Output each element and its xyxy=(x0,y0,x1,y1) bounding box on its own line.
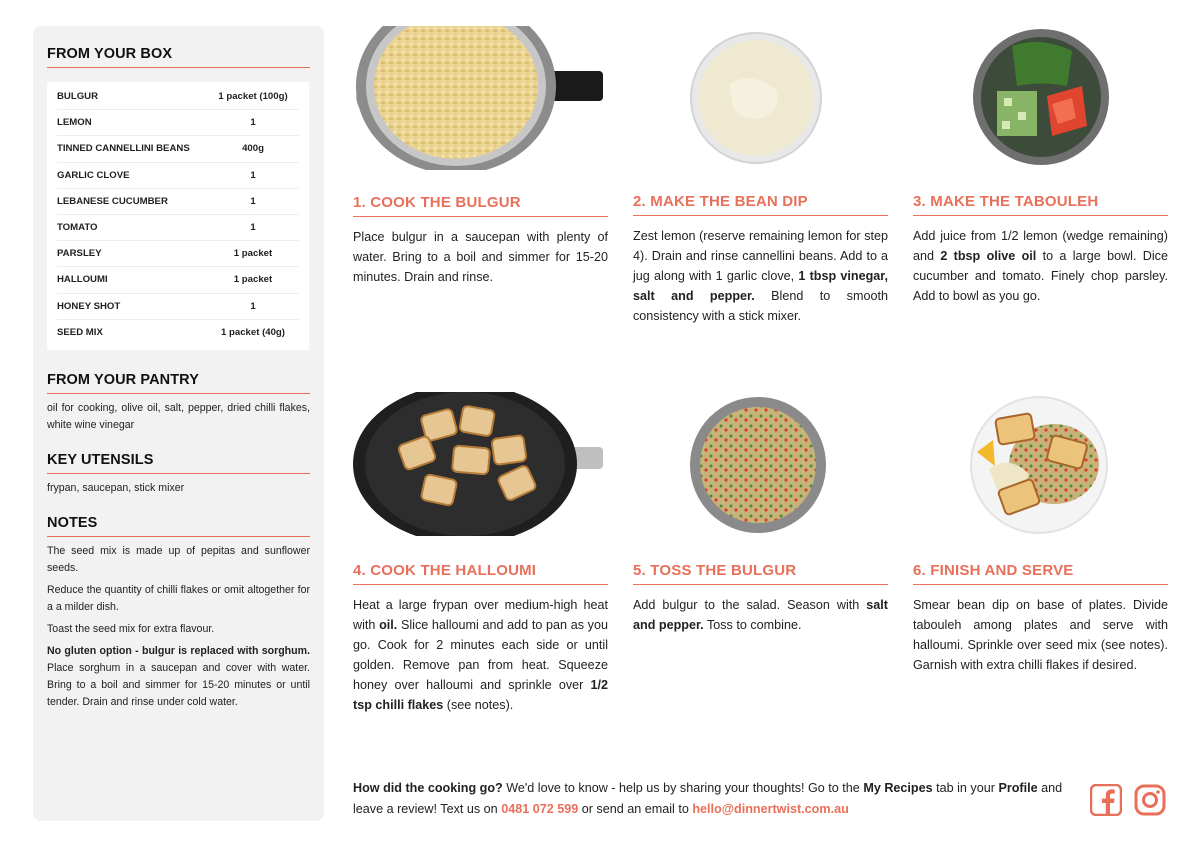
ingredient-name: BULGUR xyxy=(57,91,99,103)
note: The seed mix is made up of pepitas and sunflower seeds. xyxy=(47,544,310,574)
step-title: 4. COOK THE HALLOUMI xyxy=(353,562,608,585)
utensils-section xyxy=(47,452,310,497)
note-rest: Place sorghum in a saucepan and cover with water. Bring to a boil and simmer for 15-20 minutes or until tender. Drain and rinse under cold water. xyxy=(47,661,310,708)
step-text-part: Toss to combine. xyxy=(703,618,802,632)
bean-dip-bowl-image xyxy=(689,30,823,166)
footer-text: tab in your xyxy=(932,781,999,795)
phone-number-link[interactable]: 0481 072 599 xyxy=(501,802,579,816)
ingredient-name: PARSLEY xyxy=(57,248,102,260)
ingredient-qty: 1 xyxy=(250,300,256,312)
email-link[interactable]: hello@dinnertwist.com.au xyxy=(692,802,849,816)
step-text xyxy=(913,595,1168,675)
step-text-part: Smear bean dip on base of plates. Divide tabouleh among plates and serve with halloumi. Sprinkle over seed mix (see notes). Garnish with extra chilli flakes if desired. xyxy=(913,598,1168,672)
note: Toast the seed mix for extra flavour. xyxy=(47,622,215,635)
table-row xyxy=(57,84,299,110)
step-text-part: Add bulgur to the salad. Season with xyxy=(633,598,867,612)
step-text xyxy=(633,226,888,326)
step-5 xyxy=(633,562,888,635)
bulgur-salad-bowl-image xyxy=(689,394,827,536)
ingredient-qty: 1 packet xyxy=(233,274,273,286)
sidebar xyxy=(33,26,324,821)
step-text-bold: salt and pepper. xyxy=(633,598,888,632)
step-1 xyxy=(353,194,608,287)
notes-text xyxy=(47,543,310,711)
step-text-part: Slice halloumi and add to pan as you go. Cook for 2 minutes each side or until golden. Remove pan from heat. Squeeze honey over halloumi and sprinkle over xyxy=(353,618,608,692)
table-row xyxy=(57,294,299,320)
table-row xyxy=(57,215,299,241)
halloumi-frypan-image xyxy=(353,392,603,536)
footer-text: and leave a review! Text us on xyxy=(353,781,1063,816)
ingredient-qty: 1 packet xyxy=(233,248,273,260)
step-title: 3. MAKE THE TABOULEH xyxy=(913,193,1168,216)
step-6 xyxy=(913,562,1168,675)
step-3 xyxy=(913,193,1168,306)
footer-question: How did the cooking go? xyxy=(353,781,503,795)
from-your-box-heading: FROM YOUR BOX xyxy=(47,46,310,68)
note-bold: No gluten option - bulgur is replaced with sorghum. xyxy=(47,644,310,657)
step-text-part: Blend to smooth consistency with a stick mixer. xyxy=(633,289,888,323)
ingredient-name: HALLOUMI xyxy=(57,274,108,286)
ingredient-qty: 1 packet (40g) xyxy=(221,327,285,339)
step-text-bold: 2 tbsp olive oil xyxy=(940,249,1037,263)
ingredient-name: TINNED CANNELLINI BEANS xyxy=(57,143,190,155)
ingredient-qty: 1 xyxy=(250,117,256,129)
step-text xyxy=(353,227,608,287)
notes-heading: NOTES xyxy=(47,515,310,537)
note: Reduce the quantity of chilli flakes or omit altogether for a a milder dish. xyxy=(47,583,310,613)
notes-section xyxy=(47,515,310,711)
step-text-bold: 1/2 tsp chilli flakes xyxy=(353,678,608,712)
note xyxy=(47,643,310,711)
pantry-text: oil for cooking, olive oil, salt, pepper, dried chilli flakes, white wine vinegar xyxy=(47,401,310,431)
step-title: 2. MAKE THE BEAN DIP xyxy=(633,193,888,216)
step-title: 5. TOSS THE BULGUR xyxy=(633,562,888,585)
step-text-part: (see notes). xyxy=(443,698,514,712)
table-row xyxy=(57,136,299,162)
ingredient-name: LEMON xyxy=(57,117,92,129)
table-row xyxy=(57,320,299,346)
step-4 xyxy=(353,562,608,715)
step-text xyxy=(913,226,1168,306)
ingredient-name: HONEY SHOT xyxy=(57,300,121,312)
step-text-part: to a large bowl. Dice cucumber and tomato. Finely chop parsley. Add to bowl as you go. xyxy=(913,249,1168,303)
facebook-icon[interactable] xyxy=(1090,784,1122,816)
ingredient-qty: 400g xyxy=(242,143,264,155)
profile-link[interactable]: Profile xyxy=(998,781,1038,795)
from-your-pantry-heading: FROM YOUR PANTRY xyxy=(47,372,310,394)
footer-text: or send an email to xyxy=(578,802,693,816)
final-dish-plate-image xyxy=(969,394,1109,536)
step-text xyxy=(633,595,888,635)
step-title: 6. FINISH AND SERVE xyxy=(913,562,1168,585)
step-title: 1. COOK THE BULGUR xyxy=(353,194,608,217)
table-row xyxy=(57,267,299,293)
step-2 xyxy=(633,193,888,326)
ingredient-name: SEED MIX xyxy=(57,327,103,339)
step-text-part: Zest lemon (reserve remaining lemon for step 4). Drain and rinse cannellini beans. Add to a jug along with 1 garlic clove, xyxy=(633,229,888,283)
ingredients-table xyxy=(47,82,309,350)
ingredient-qty: 1 xyxy=(250,222,256,234)
ingredient-name: GARLIC CLOVE xyxy=(57,169,130,181)
pantry-section xyxy=(47,372,310,434)
ingredient-qty: 1 packet (100g) xyxy=(218,91,288,103)
table-row xyxy=(57,189,299,215)
table-row xyxy=(57,110,299,136)
my-recipes-link[interactable]: My Recipes xyxy=(863,781,933,795)
step-text-part: Heat a large frypan over medium-high heat with xyxy=(353,598,608,632)
ingredient-qty: 1 xyxy=(250,169,256,181)
step-text-bold: 1 tbsp vinegar, salt and pepper. xyxy=(633,269,888,303)
table-row xyxy=(57,241,299,267)
utensils-text: frypan, saucepan, stick mixer xyxy=(47,481,185,494)
bulgur-saucepan-image xyxy=(353,26,603,170)
ingredient-qty: 1 xyxy=(250,195,256,207)
step-text-part: Add juice from 1/2 lemon (wedge remaining) and xyxy=(913,229,1168,263)
step-text xyxy=(353,595,608,715)
step-text-part: Place bulgur in a saucepan with plenty of water. Bring to a boil and simmer for 15-20 minutes. Drain and rinse. xyxy=(353,230,608,284)
feedback-footer xyxy=(353,778,1073,820)
footer-text: We'd love to know - help us by sharing your thoughts! Go to the xyxy=(502,781,864,795)
tabouleh-bowl-image xyxy=(972,26,1110,168)
ingredient-name: LEBANESE CUCUMBER xyxy=(57,195,168,207)
table-row xyxy=(57,163,299,189)
key-utensils-heading: KEY UTENSILS xyxy=(47,452,310,474)
ingredient-name: TOMATO xyxy=(57,222,98,234)
step-text-bold: oil. xyxy=(379,618,398,632)
instagram-icon[interactable] xyxy=(1134,784,1166,816)
